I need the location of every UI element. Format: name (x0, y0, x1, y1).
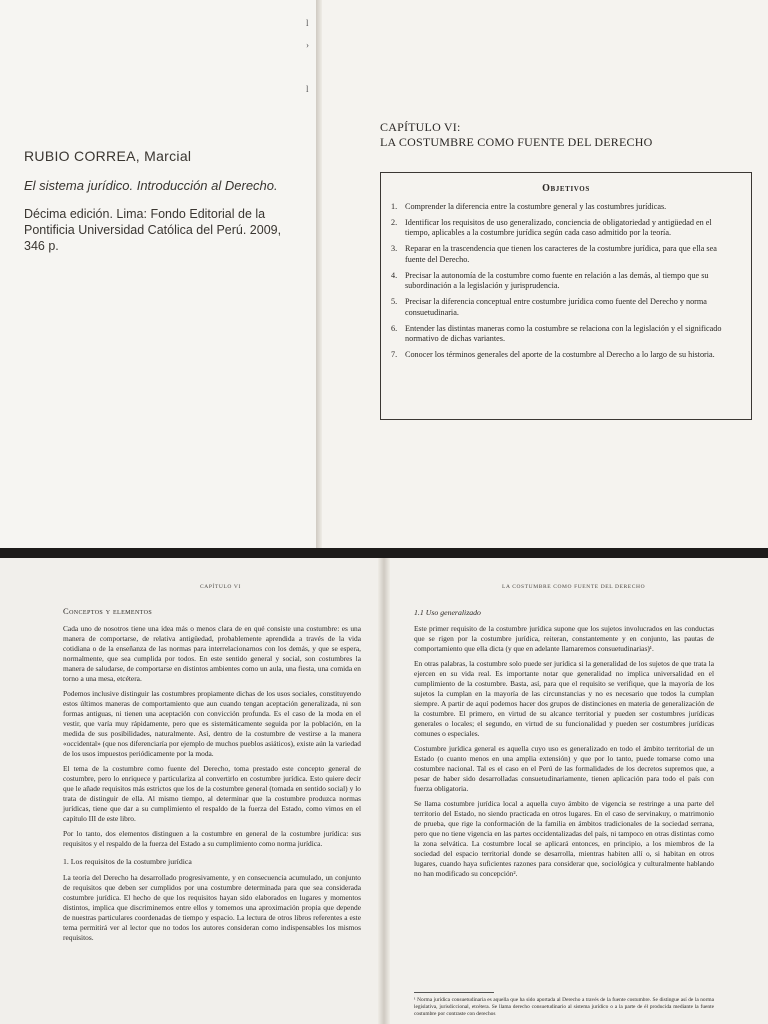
objective-item: 2. Identificar los requisitos de uso generalizado, conciencia de obligatoriedad y antigüedad en el tiempo, aplicables a la costumbre jurídica según cada caso admitido por la teoría. (391, 218, 712, 238)
paragraph: El tema de la costumbre como fuente del Derecho, toma prestado este concepto general de costumbre, pero lo enriquece y particulariza al convertirlo en costumbre jurídica. Esto quiere decir que le añade requisitos más estrictos que los de la costumbre general (tomada en sentido social) y lo trata de distinguir de ella. Al mismo tiempo, al determinar que la costumbre produzca normas jurídicas, tiene que dar a su cumplimiento el respaldo de la fuerza del Estado, como vimos en el capítulo III de este libro. (63, 764, 361, 823)
right-body-page (384, 558, 768, 1024)
running-head: CAPÍTULO VI (200, 584, 241, 590)
subheading: 1. Los requisitos de la costumbre jurídica (63, 857, 192, 866)
objectives-box (380, 172, 752, 420)
paragraph: Cada uno de nosotros tiene una idea más o menos clara de en qué consiste una costumbre: es una manera de comportarse, de relativa antigüedad, probablemente aprendida a través de la vida cotidiana o de la enseñanza de las normas para interrelacionarnos con los demás, y que se espera, normalmente, que sea cumplida por todos. En este sentido general y social, son costumbres la manera de saludarse, de comportarse en distintos ambientes como un aula, una fiesta, una comida en torno a una mesa, etcétera. (63, 624, 361, 683)
objective-item: 3. Reparar en la trascendencia que tienen los caracteres de la costumbre jurídica, para que ella sea fuente del Derecho. (391, 244, 717, 264)
paragraph: La teoría del Derecho ha desarrollado progresivamente, y en consecuencia acumulado, un conjunto de requisitos que deben ser cumplidos por una costumbre determinada para que sea considerada costumbre jurídica. El hecho de que los requisitos hayan sido elaborados en lugares y momentos distintos, implica que discriminemos entre ellos y tomemos una aproximación propia que depende de nuestras particulares coordenadas de tiempo y espacio. La lectura de otros libros referentes a este tema permitirá ver al lector que no todos los autores consideran como indispensables los mismos requisitos. (63, 873, 361, 942)
chapter-opener-page (316, 0, 768, 548)
paragraph: Este primer requisito de la costumbre jurídica supone que los sujetos involucrados en las conductas que se rigen por la costumbre jurídica, reiteran, constantemente y en conjunto, las pautas de comportamiento que ella dicta (y que en adelante llamaremos consuetudinarias)¹. (414, 624, 714, 653)
subheading: 1.1 Uso generalizado (414, 608, 481, 617)
left-body-page (0, 558, 384, 1024)
reference-page (0, 0, 320, 548)
objective-item: 6. Entender las distintas maneras como la costumbre se relaciona con la legislación y el significado normativo de dichas variantes. (391, 323, 722, 344)
page-gutter (316, 0, 322, 548)
right-text-column (414, 608, 714, 884)
paragraph: Costumbre jurídica general es aquella cuyo uso es generalizado en todo el ámbito territorial de un Estado (o cuanto menos en una amplia extensión) y que por lo tanto, puede tomarse como una costumbre nacional. Tal es el caso en el Perú de las formalidades de los decretos supremos que, a pesar de haber sido desarrolladas consuetudinariamente, tienen aplicación para todo el país con fuerza obligatoria. (414, 744, 714, 793)
chapter-label: CAPÍTULO VI: (380, 120, 461, 134)
book-author: RUBIO CORREA, Marcial (24, 148, 192, 164)
paragraph: Por lo tanto, dos elementos distinguen a la costumbre en general de la costumbre jurídica: sus requisitos y el respaldo de la fuerza del Estado a su cumplimiento como norma jurídica. (63, 829, 361, 848)
objective-item: 1. Comprender la diferencia entre la costumbre general y las costumbres jurídicas. (391, 202, 667, 211)
page-gutter (384, 558, 390, 1024)
left-text-column (63, 606, 361, 948)
footnote-rule (414, 992, 494, 993)
margin-marks: l › l (306, 18, 309, 94)
objective-item: 4. Precisar la autonomía de la costumbre como fuente en relación a las demás, al tiempo que su subordinación a la legislación y jurisprudencia. (391, 270, 709, 291)
running-head: LA COSTUMBRE COMO FUENTE DEL DERECHO (502, 584, 646, 590)
paragraph: En otras palabras, la costumbre solo puede ser jurídica si la generalidad de los sujetos de que trata la ejercen en su vida real. Es importante notar que generalidad no implica universalidad en el cumplimiento de la costumbre. Basta, así, para que el requisito se verifique, que la mayoría de los sujetos la cumplan en la mayoría de las circunstancias y no es necesario que todos la cumplan siempre. A partir de aquí podemos hacer dos grupos de distinciones en materia de generalización de la costumbre. El primero, en virtud de su alcance territorial y pueden ser costumbres jurídicas generales o locales; el segundo, en virtud de su funcionalidad y pueden ser costumbres jurídicas comunes o especiales. (414, 659, 714, 738)
footnote: ¹ Norma jurídica consuetudinaria es aquella que ha sido aportada al Derecho a través de la fuente costumbre. Se distingue así de la norma legislativa, jurisdiccional, etcétera. Se llama derecho consuetudinario al sistema jurídico o a la parte de él producida mediante la fuente costumbre por contraste con derechos (414, 997, 714, 1017)
paragraph: Se llama costumbre jurídica local a aquella cuyo ámbito de vigencia se restringe a una parte del territorio del Estado, no siendo practicada en otros lugares. En el caso de servinakuy, o matrimonio de prueba, que rige la conformación de la familia en ámbitos tradicionales de la sociedad serrana, pero que no tiene vigencia en las partes occidentalizadas del país, ni tampoco en otras distintas como la zona selvática. La costumbre local se aplicará entonces, en principio, a los miembros de la sociedad del espacio territorial donde se desarrolla, mientras habiten allí o, si habitan en otros lugares, cuando haya suficientes razones para considerar que, sociológica y culturalmente hablando no han modificado su concepción². (414, 799, 714, 878)
objective-item: 7. Conocer los términos generales del aporte de la costumbre al Derecho a lo largo de su historia. (391, 350, 715, 360)
section-heading: Conceptos y elementos (63, 606, 153, 616)
book-title: El sistema jurídico. Introducción al Derecho. (24, 178, 278, 193)
book-edition: Décima edición. Lima: Fondo Editorial de la Pontificia Universidad Católica del Perú. 2009, 346 p. (24, 207, 282, 253)
chapter-title: LA COSTUMBRE COMO FUENTE DEL DERECHO (380, 135, 653, 149)
objectives-heading: Objetivos (542, 183, 590, 194)
objectives-list (381, 202, 751, 360)
paragraph: Podemos inclusive distinguir las costumbres propiamente dichas de los usos sociales, constituyendo estos últimos maneras de comportamiento que aun cuando tengan aceptación generalizada, ni son formas antiguas, ni tienen una aceptación con convicción profunda. Es el caso de la moda en el vestir, que varía muy rápidamente, pero que es sistemáticamente seguida por la población, en la medida de sus posibilidades, naturalmente. Así, dentro de la costumbre de vestirse a la manera «occidental» (que nos diferenciaría por ejemplo de muchos pueblos asiáticos), existe aún la variedad de los usos impuestos periódicamente por la moda. (63, 689, 361, 758)
objective-item: 5. Precisar la diferencia conceptual entre costumbre jurídica como fuente del Derecho y norma consuetudinaria. (391, 297, 707, 317)
